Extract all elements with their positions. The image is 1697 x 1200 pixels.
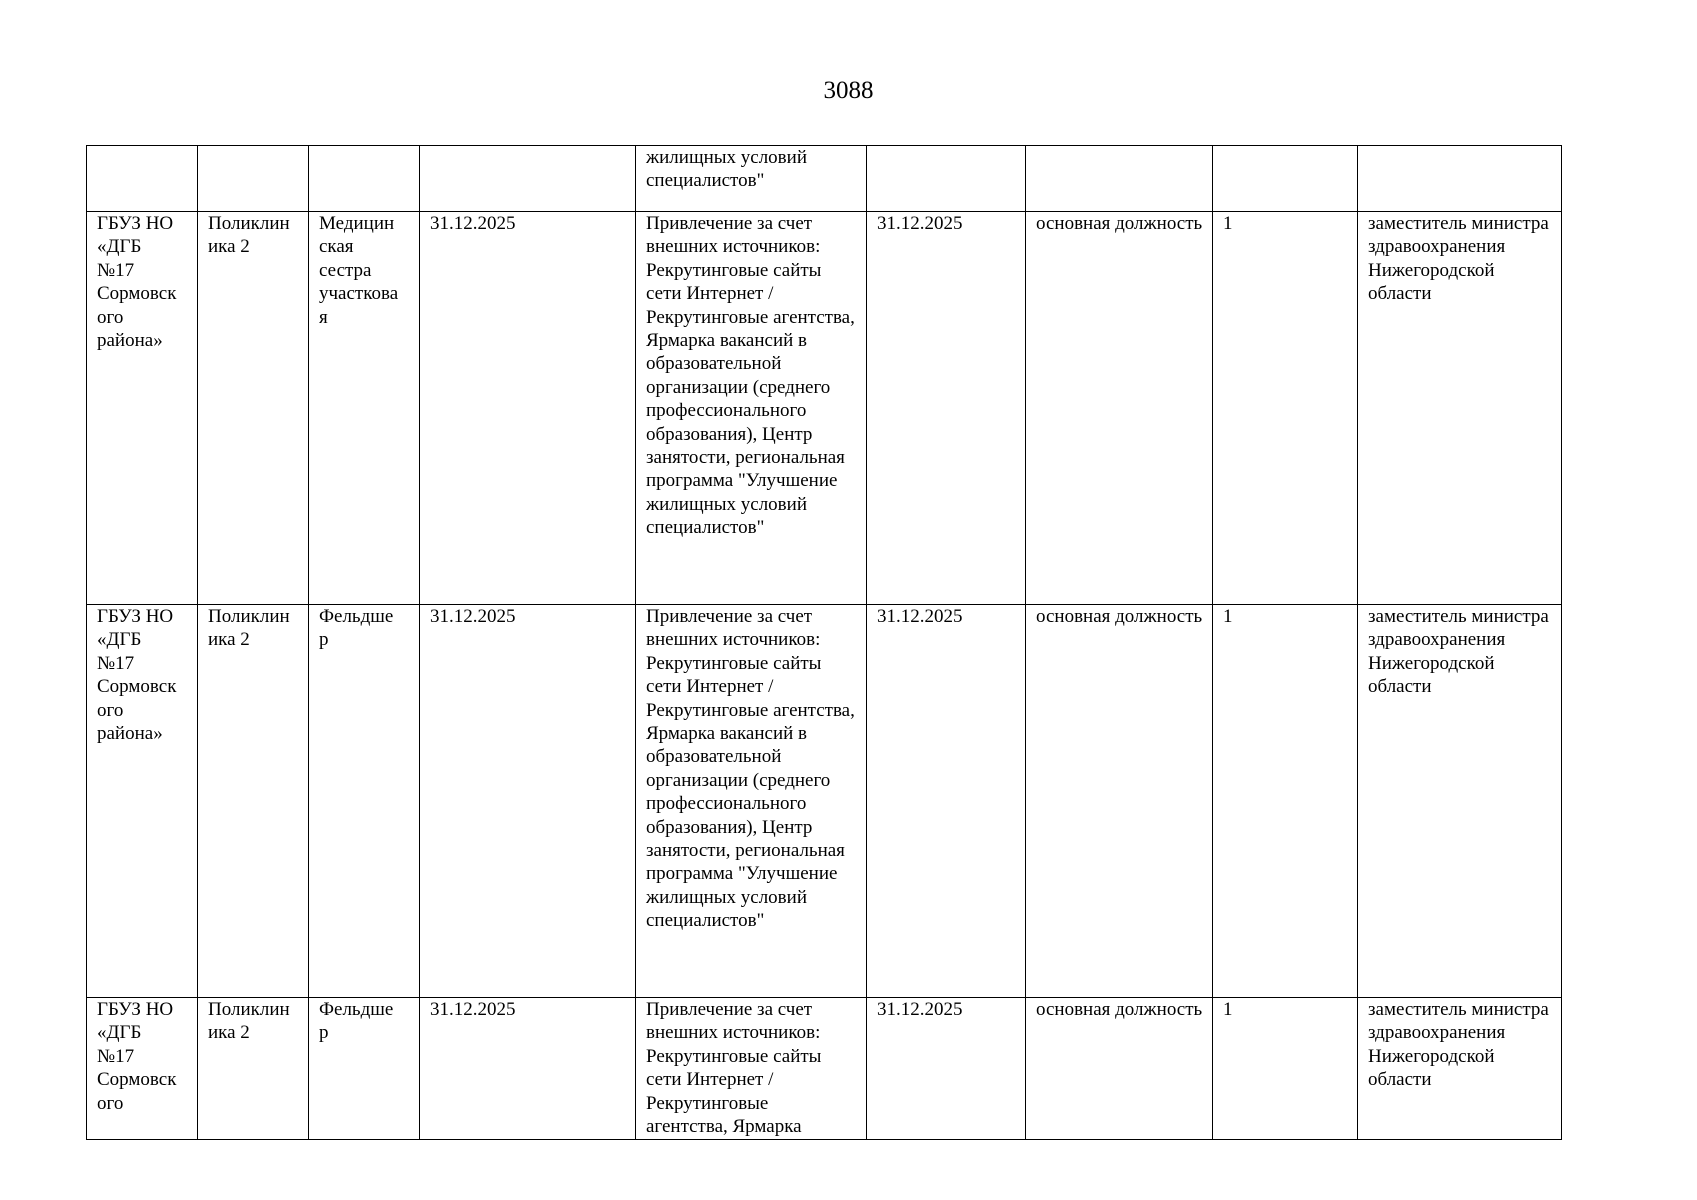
cell-division xyxy=(198,605,309,998)
division-line: Поликлин xyxy=(208,606,290,627)
cell-date1 xyxy=(420,146,636,212)
position-line: участкова xyxy=(319,283,399,305)
cell-organization xyxy=(87,605,198,998)
cell-division xyxy=(198,998,309,1140)
organization-line: ого xyxy=(97,1092,124,1114)
cell-count xyxy=(1213,146,1358,212)
position-line: Фельдше xyxy=(319,999,394,1020)
division-line: ика 2 xyxy=(208,1022,250,1044)
cell-job-type: основная должность xyxy=(1026,998,1213,1140)
cell-position xyxy=(309,998,420,1140)
organization-line: «ДГБ xyxy=(97,629,142,651)
division-line: ика 2 xyxy=(208,236,250,258)
cell-division xyxy=(198,212,309,605)
cell-date1: 31.12.2025 xyxy=(420,605,636,998)
organization-line: района» xyxy=(97,723,163,745)
organization-line: ого xyxy=(97,699,124,721)
measures-line: Рекрутинговые сайты xyxy=(646,1045,822,1067)
measures-line: внешних источников: xyxy=(646,1022,821,1044)
organization-line: №17 xyxy=(97,652,135,674)
cell-count: 1 xyxy=(1213,212,1358,605)
position-line: Фельдше xyxy=(319,606,394,627)
organization-line: ГБУЗ НО xyxy=(97,999,174,1020)
cell-measures: Привлечение за счет внешних источников: Рекрутинговые сайты сети Интернет / Рекрутинговые агентства, Ярмарка вакансий в образовательной организации (среднего профессионального образования), Центр занятости, региональная программа "Улучшение жилищных условий специалистов" xyxy=(636,212,867,605)
cell-date2: 31.12.2025 xyxy=(867,605,1026,998)
cell-measures xyxy=(636,146,867,212)
cell-responsible: заместитель министра здравоохранения Нижегородской области xyxy=(1358,212,1562,605)
cell-responsible: заместитель министра здравоохранения Нижегородской области xyxy=(1358,605,1562,998)
cell-division xyxy=(198,146,309,212)
organization-line: ГБУЗ НО xyxy=(97,606,174,627)
organization-line: №17 xyxy=(97,1045,135,1067)
position-line: ская xyxy=(319,236,354,258)
cell-measures xyxy=(636,998,867,1140)
cell-responsible xyxy=(1358,146,1562,212)
cell-date1: 31.12.2025 xyxy=(420,212,636,605)
organization-line: Сормовск xyxy=(97,676,177,698)
cell-count: 1 xyxy=(1213,998,1358,1140)
staffing-table xyxy=(86,145,1562,1140)
cell-responsible: заместитель министра здравоохранения Нижегородской области xyxy=(1358,998,1562,1140)
cell-position xyxy=(309,212,420,605)
measures-line: агентства, Ярмарка xyxy=(646,1116,802,1138)
table-row xyxy=(87,605,1562,998)
position-line: р xyxy=(319,629,329,651)
division-line: Поликлин xyxy=(208,999,290,1020)
position-line: Медицин xyxy=(319,213,395,234)
position-line: я xyxy=(319,306,328,328)
cell-position xyxy=(309,605,420,998)
organization-line: Сормовск xyxy=(97,283,177,305)
cell-job-type: основная должность xyxy=(1026,212,1213,605)
cell-measures: Привлечение за счет внешних источников: Рекрутинговые сайты сети Интернет / Рекрутинговые агентства, Ярмарка вакансий в образовательной организации (среднего профессионального образования), Центр занятости, региональная программа "Улучшение жилищных условий специалистов" xyxy=(636,605,867,998)
cell-count: 1 xyxy=(1213,605,1358,998)
organization-line: ого xyxy=(97,306,124,328)
position-line: р xyxy=(319,1022,329,1044)
cell-date1: 31.12.2025 xyxy=(420,998,636,1140)
division-line: ика 2 xyxy=(208,629,250,651)
cell-organization xyxy=(87,146,198,212)
organization-line: «ДГБ xyxy=(97,1022,142,1044)
cell-date2: 31.12.2025 xyxy=(867,212,1026,605)
organization-line: №17 xyxy=(97,259,135,281)
table-row-continuation xyxy=(87,146,1562,212)
measures-line: Рекрутинговые xyxy=(646,1092,769,1114)
organization-line: Сормовск xyxy=(97,1069,177,1091)
table-row xyxy=(87,212,1562,605)
measures-line: сети Интернет / xyxy=(646,1069,774,1091)
cell-organization xyxy=(87,998,198,1140)
measures-text: жилищных условий специалистов" xyxy=(646,147,807,192)
organization-line: района» xyxy=(97,330,163,352)
cell-date2 xyxy=(867,146,1026,212)
cell-organization xyxy=(87,212,198,605)
table-row xyxy=(87,998,1562,1140)
cell-position xyxy=(309,146,420,212)
cell-job-type xyxy=(1026,146,1213,212)
cell-date2: 31.12.2025 xyxy=(867,998,1026,1140)
cell-job-type: основная должность xyxy=(1026,605,1213,998)
measures-line: Привлечение за счет xyxy=(646,999,813,1020)
position-line: сестра xyxy=(319,259,372,281)
organization-line: «ДГБ xyxy=(97,236,142,258)
organization-line: ГБУЗ НО xyxy=(97,213,174,234)
page-number: 3088 xyxy=(823,77,874,104)
division-line: Поликлин xyxy=(208,213,290,234)
